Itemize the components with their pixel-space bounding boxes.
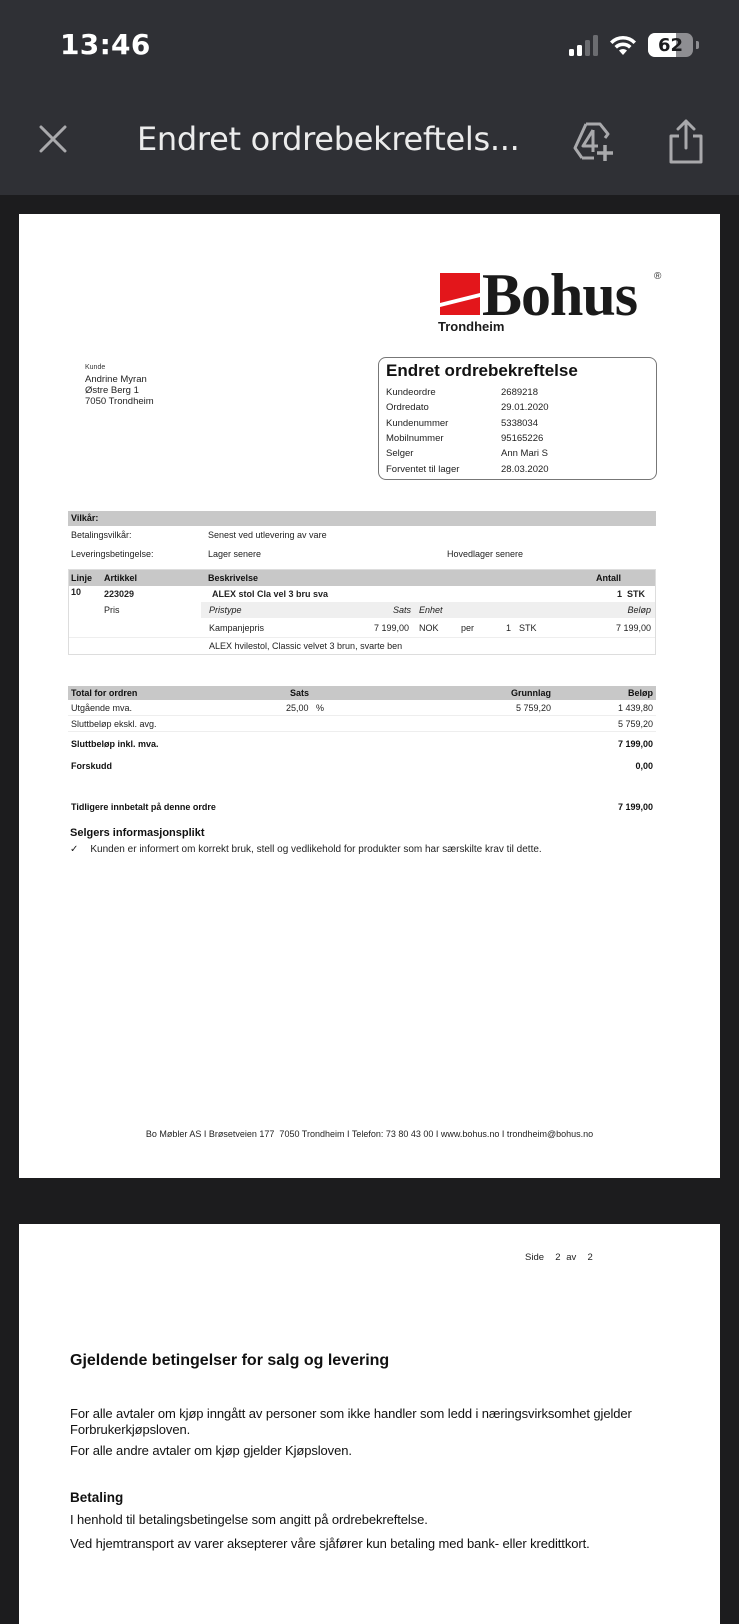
terms-heading: Gjeldende betingelser for salg og levering <box>70 1352 390 1369</box>
bohus-logo <box>438 262 670 339</box>
info-row-mobilnummer: Mobilnummer 95165226 <box>386 432 544 444</box>
battery-tip <box>696 41 699 49</box>
status-time: 13:46 <box>60 28 151 61</box>
long-description-row: ALEX hvilestol, Classic velvet 3 brun, svarte ben <box>209 641 403 651</box>
payment-paragraph-2: Ved hjemtransport av varer aksepterer våre sjåfører kun betaling med bank- eller kredittkort. <box>70 1536 590 1551</box>
info-duty-item <box>70 844 542 855</box>
price-subheader-row: Pris Pristype Sats Enhet Beløp <box>69 602 655 618</box>
logo-city: Trondheim <box>438 319 505 334</box>
top-bar <box>0 0 739 195</box>
terms-section <box>68 511 656 564</box>
registered-mark: ® <box>654 271 662 282</box>
cellular-signal-icon <box>569 34 598 56</box>
page-indicator: Side 2 av 2 <box>525 1252 593 1263</box>
order-info-box <box>378 357 657 480</box>
customer-city: 7050 Trondheim <box>85 396 154 407</box>
info-row-ordredato: Ordredato 29.01.2020 <box>386 402 549 414</box>
order-title: Endret ordrebekreftelse <box>386 361 578 380</box>
terms-header: Vilkår: <box>68 511 656 526</box>
payment-heading: Betaling <box>70 1490 124 1505</box>
page-footer: Bo Møbler AS I Brøsetveien 177 7050 Trondheim I Telefon: 73 80 43 00 I www.bohus.no I trondheim@bohus.no <box>145 1129 594 1139</box>
totals-row-mva: Utgående mva. 25,00 % 5 759,20 1 439,80 <box>68 700 656 716</box>
wifi-icon <box>608 34 638 56</box>
logo-mark-icon <box>440 273 480 317</box>
pdf-page-1: Bohus ® Trondheim Kunde Andrine Myran Østre Berg 1 7050 Trondheim Endret ordrebekreftelse Kundeordre 2689218 Ordredato 29.01.2020 Kundenummer 5338034 Mobilnummer 95165226 Selger Ann Mari S Forventet til lager 28.03.2020 Vilkår: Betalingsvilkår: Senest ved utlevering av vare Leveringsbetingelse: Lager senere Hovedlager senere Linje Artikkel Beskrivelse Antall 10 223029 ALEX stol Cla vel 3 bru sva 1 STK Pris Pristype Sats Enhet Beløp Kampanjepris 7 199,00 NOK per 1 STK 7 199,00 ALEX hvilestol, Classic velvet 3 brun, svarte ben Total for ordren Sats Grunnlag Beløp Utgående mva. 25,00 % 5 759,20 1 439,80 Sluttbeløp ekskl. avg. 5 759,20 Sluttbeløp inkl. mva. 7 199,00 Forskudd 0,00 Tidligere innbetalt på denne ordre 7 199,00 Selgers informasjonsplikt ✓ Kunden er informert om korrekt bruk, stell og vedlikehold for produkter som har særskilte krav til dette. Bo Møbler AS I Brøsetveien 177 7050 Trondheim I Telefon: 73 80 43 00 I www.bohus.no I trondheim@bohus.no <box>19 214 720 1178</box>
battery-level: 62 <box>657 34 684 56</box>
totals-table <box>68 686 656 732</box>
pdf-page-2 <box>19 1224 720 1624</box>
info-row-kundeordre: Kundeordre 2689218 <box>386 387 538 398</box>
customer-name: Andrine Myran <box>85 374 147 385</box>
close-icon[interactable] <box>36 122 70 156</box>
totals-row-ekskl: Sluttbeløp ekskl. avg. 5 759,20 <box>68 716 656 732</box>
share-icon[interactable] <box>667 118 705 166</box>
logo-wordmark: Bohus <box>482 262 638 328</box>
lines-header: Linje Artikkel Beskrivelse Antall <box>69 570 655 586</box>
price-row: Kampanjepris 7 199,00 NOK per 1 STK 7 199,00 <box>69 618 655 638</box>
info-duty-text: Kunden er informert om korrekt bruk, stell og vedlikehold for produkter som har særskilte krav til dette. <box>90 844 542 855</box>
order-lines-table <box>68 569 656 655</box>
customer-label: Kunde <box>85 364 106 371</box>
terms-paragraph-1: For alle avtaler om kjøp inngått av personer som ikke handler som ledd i næringsvirksomhet gjelder Forbrukerkjøpsloven. <box>70 1406 632 1437</box>
ai-assistant-icon[interactable] <box>572 120 616 164</box>
info-row-forventet: Forventet til lager 28.03.2020 <box>386 464 549 476</box>
table-row: 10 223029 ALEX stol Cla vel 3 bru sva 1 STK <box>71 587 645 599</box>
checkmark-icon: ✓ <box>70 844 79 855</box>
info-row-selger: Selger Ann Mari S <box>386 448 548 460</box>
battery-icon <box>648 33 693 57</box>
delivery-terms-row: Leveringsbetingelse: Lager senere Hovedlager senere <box>71 549 524 559</box>
customer-street: Østre Berg 1 <box>85 385 139 396</box>
terms-paragraph-2: For alle andre avtaler om kjøp gjelder Kjøpsloven. <box>70 1443 352 1458</box>
totals-header: Total for ordren Sats Grunnlag Beløp <box>68 686 656 700</box>
payment-paragraph-1: I henhold til betalingsbetingelse som angitt på ordrebekreftelse. <box>70 1512 428 1527</box>
payment-terms-row: Betalingsvilkår: Senest ved utlevering av vare <box>71 530 327 540</box>
status-icons <box>569 33 699 57</box>
document-title: Endret ordrebekreftels... <box>137 120 520 158</box>
info-row-kundenummer: Kundenummer 5338034 <box>386 417 538 429</box>
customer-address <box>85 364 154 407</box>
seller-info-duty <box>70 827 542 855</box>
info-duty-heading: Selgers informasjonsplikt <box>70 827 205 839</box>
